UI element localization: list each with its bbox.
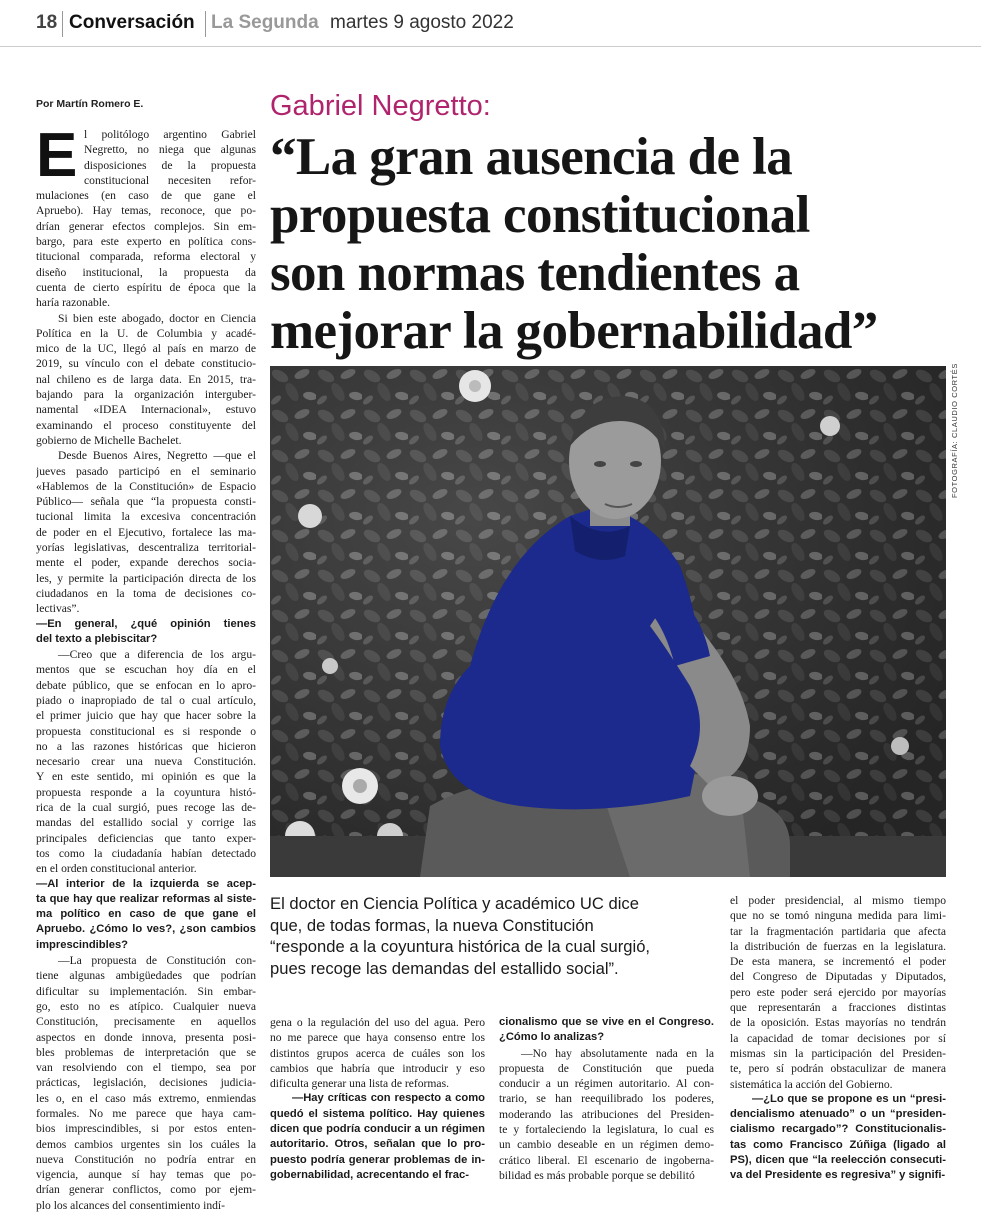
article-line: vigencia, aunque sí hay temas que po- (36, 1168, 256, 1182)
interviewee-kicker: Gabriel Negretto: (270, 90, 491, 122)
issue-date: martes 9 agosto 2022 (330, 12, 514, 33)
article-line: nueva Constitución no podría entrar en (36, 1152, 256, 1166)
article-line: dificulta generar una lista de reformas. (270, 1077, 449, 1091)
article-line: trario, se han reequilibrado los poderes, (499, 1092, 714, 1106)
article-line: no me parece que haya consenso entre los (270, 1031, 485, 1045)
article-line: ¿Cómo lo analizas? (499, 1031, 605, 1044)
headline (270, 128, 960, 360)
article-line: Política en la U. de Columbia y acadé- (36, 326, 256, 340)
article-line: el poder presidencial, al mismo tiempo (730, 894, 946, 907)
headline-line: mejorar la gobernabilidad” (270, 302, 878, 360)
article-line: gena o la regulación del uso del agua. Pero (270, 1016, 485, 1029)
caption-line: que, de todas formas, la nueva Constitución (270, 915, 594, 935)
article-line: Público— señala que “la propuesta consti- (36, 495, 256, 509)
article-line: cambios que habría que introducir y eso (270, 1061, 485, 1075)
article-line: necesario crear una nueva Constitución. (36, 755, 256, 769)
article-line: distintos grupos acerca de cuáles son los (270, 1046, 485, 1060)
article-line: mente el poder, expande derechos socia- (36, 556, 256, 570)
portrait-photo (270, 366, 946, 877)
article-line: autoritario. Otros, señalan que lo pro- (270, 1138, 485, 1151)
article-line: en el orden constitucional anterior. (36, 862, 197, 876)
article-line: un cambio deseable en un régimen demo- (499, 1138, 714, 1152)
article-line: diseño institucional, la propuesta da (36, 265, 256, 279)
article-line: plo los alcances del consentimiento indí- (36, 1198, 225, 1212)
section-name: Conversación (69, 12, 195, 33)
article-line: no a las razones históricas que hicieron (36, 739, 256, 753)
article-column-2 (270, 1015, 485, 1183)
article-line: drían generar conflictos, como por ejem- (36, 1183, 256, 1197)
article-column-1 (36, 121, 256, 1213)
caption-line: “responde a la coyuntura histórica de la cual surgió, (270, 937, 651, 956)
drop-cap: E (36, 121, 78, 190)
article-line: les, y permite la participación directa de los (36, 571, 256, 585)
article-line: De esta manera, se incrementó el poder (730, 955, 946, 969)
article-line: del texto a plebiscitar? (36, 632, 158, 645)
article-line: aspectos en donde innova, presenta posi- (36, 1030, 256, 1044)
article-line: bios imprescindibles, si por estos enten- (36, 1122, 256, 1136)
photo-caption (270, 893, 710, 979)
masthead-divider (205, 11, 206, 37)
photo-credit: FOTOGRAFÍA: CLAUDIO CORTÉS (950, 363, 959, 498)
article-line: debate público, que se enfocan en lo apro- (36, 678, 256, 692)
article-line: dicen que podría conducir a un régimen (270, 1123, 485, 1136)
article-line: gobernabilidad, acrecentando el frac- (270, 1168, 469, 1181)
article-line: moderando las atribuciones del Presiden- (499, 1107, 714, 1121)
article-line: dificultar su implementación. Sin embar- (36, 984, 256, 998)
article-line: l politólogo argentino Gabriel (84, 128, 256, 141)
masthead (0, 0, 981, 47)
article-line: —Al interior de la izquierda se acep- (36, 877, 256, 890)
article-line: ta que hay que realizar reformas al siste- (36, 892, 256, 905)
article-line: Si bien este abogado, doctor en Ciencia (58, 311, 256, 325)
article-line: el primer juicio que hay que hacer sobre la (36, 709, 256, 723)
article-line: te, pero sí podrán obstaculizar de manera (730, 1062, 946, 1076)
article-line: haría razonable. (36, 296, 111, 310)
article-line: ma político en caso de que gane el (36, 908, 256, 921)
article-line: nal chileno es de larga data. En 2015, tra- (36, 372, 256, 386)
article-line: jueves pasado participó en el seminario (36, 464, 256, 478)
article-line: que no se tomó ninguna medida para limi- (730, 909, 946, 923)
article-line: sistemática la acción del Gobierno. (730, 1077, 893, 1091)
article-line: PS), dicen que “la reelección consecuti- (730, 1154, 946, 1167)
article-line: Y en este sentido, mi opinión es que la (36, 770, 256, 784)
newspaper-name: La Segunda (211, 12, 319, 33)
article-line: dencialismo atenuado” o un “presiden- (730, 1108, 946, 1121)
article-line: rica de la cual surgió, pues recoge las de- (36, 801, 256, 815)
article-line: van resolviendo con el tiempo, sea por (36, 1061, 256, 1075)
headline-line: propuesta constitucional (270, 186, 810, 244)
article-line: disposiciones de la propuesta (84, 158, 256, 172)
article-line: crático liberal. El escenario de ingoberna- (499, 1153, 714, 1167)
article-line: demos cambios urgentes sin los cuáles la (36, 1137, 256, 1151)
article-line: mandas del estallido social y corrige las (36, 816, 256, 830)
article-line: pero este poder será ejercido por mayorías (730, 985, 946, 999)
article-line: drían generar efectos complejos. Sin em- (36, 219, 256, 233)
article-line: que representarán a fracciones distintas (730, 1001, 946, 1015)
byline: Por Martín Romero E. (36, 98, 144, 110)
article-line: de la oposición. Estas mayorías no tendrán (730, 1016, 946, 1030)
article-line: bilidad es más probable porque se debilitó (499, 1168, 695, 1182)
article-line: go, esto no es atípico. Cualquier nueva (36, 999, 256, 1013)
article-line: —En general, ¿qué opinión tienes (36, 617, 256, 630)
article-line: principales deficiencias que tanto exper- (36, 831, 256, 845)
article-line: gobierno de Michelle Bachelet. (36, 433, 182, 447)
article-line: —¿Lo que se propone es un “presi- (752, 1092, 946, 1105)
article-line: tiene algunas ambigüedades que podrían (36, 969, 256, 983)
article-line: puesto podría generar problemas de in- (270, 1153, 485, 1166)
article-line: va del Presidente es regresiva” y signifi- (730, 1169, 946, 1182)
caption-line: El doctor en Ciencia Política y académico UC dice (270, 894, 639, 913)
article-line: bargo, para este experto en política cons- (36, 235, 256, 249)
caption-line: pues recoge las demandas del estallido social”. (270, 958, 619, 978)
article-line: les o, en el caso más extremo, enmiendas (36, 1091, 256, 1105)
article-line: mico de la UC, llegó al país en marzo de (36, 342, 256, 356)
article-line: Negretto, no niega que algunas (84, 143, 256, 157)
article-line: bles problemas de interpretación que se (36, 1045, 256, 1059)
page-number: 18 (36, 12, 58, 33)
article-line: «Hablemos de la Constitución» de Espacio (36, 479, 256, 493)
article-line: prácticas, legislación, decisiones judicia- (36, 1076, 256, 1090)
article-line: Constitución, precisamente en aquellos (36, 1015, 256, 1029)
article-line: formales. No me parece que haya cam- (36, 1107, 256, 1120)
article-column-4 (730, 893, 946, 1184)
article-line: mentos que se escuchan hoy día en el (36, 663, 256, 677)
portrait-illustration (270, 366, 946, 877)
article-line: —Hay críticas con respecto a como (292, 1092, 485, 1105)
article-line: Desde Buenos Aires, Negretto —que el (58, 449, 256, 463)
article-line: lectivas”. (36, 602, 80, 616)
article-line: Apruebo. ¿Cómo lo ves?, ¿son cambios (36, 923, 256, 936)
article-line: cionalismo que se vive en el Congreso. (499, 1016, 714, 1028)
article-line: titucional comparada, reforma electoral y (36, 250, 256, 264)
article-line: propuesta de Constitución que pueda (499, 1061, 714, 1075)
article-column-3 (499, 1015, 714, 1183)
article-line: cuenta de cierto espíritu de época que la (36, 280, 256, 294)
article-line: —La propuesta de Constitución con- (58, 954, 256, 968)
article-line: la capacidad de tomar decisiones por sí (730, 1031, 946, 1045)
article-line: conducir a un régimen autoritario. Al con- (499, 1077, 714, 1091)
article-line: mismas sin la participación del Presiden- (730, 1046, 946, 1060)
article-line: bajando para la organización interguber- (36, 388, 256, 402)
article-line: —Creo que a diferencia de los argu- (58, 648, 256, 662)
article-line: Apruebo). Hay temas, reconoce, que po- (36, 204, 256, 218)
article-line: tucional limita la excesiva concentración (36, 510, 256, 524)
article-line: ciudadanos en la toma de decisiones co- (36, 586, 256, 600)
article-line: de poder en el Ejecutivo, fortalece las ma- (36, 525, 256, 539)
article-line: te y fortaleciendo la legislatura, lo cual es (499, 1123, 714, 1137)
article-line: piado o inapropiado de tal o cual artículo, (36, 693, 256, 707)
headline-line: “La gran ausencia de la (270, 128, 793, 186)
masthead-divider (62, 11, 63, 37)
article-line: examinando el proceso constituyente del (36, 418, 256, 432)
article-line: —No hay absolutamente nada en la (521, 1046, 714, 1060)
article-line: tar la fragmentación partidaria que afecta (730, 924, 946, 938)
article-line: cialismo recargado”? Constitucionalis- (730, 1123, 946, 1136)
article-line: tos como la ciudadanía habían detectado (36, 846, 256, 860)
article-line: tas como Francisco Zúñiga (ligado al (730, 1138, 946, 1151)
article-line: 2019, su vínculo con el debate constitucio- (36, 357, 256, 371)
headline-line: son normas tendientes a (270, 244, 800, 302)
article-line: del Congreso de Diputadas y Diputados, (730, 970, 946, 984)
article-line: quedó el sistema político. Hay quienes (270, 1107, 485, 1120)
article-line: la distribución de fuerzas en la legislatura. (730, 939, 946, 953)
article-line: propuesta constitucional es si responde o (36, 724, 256, 738)
article-line: namental «IDEA Internacional», estuvo (36, 403, 256, 417)
article-line: mulaciones (en caso de que gane el (36, 189, 256, 203)
article-line: propuesta responde a la coyuntura histó- (36, 785, 256, 799)
article-line: yorías legislativas, descentraliza territorial- (36, 541, 256, 555)
article-line: imprescindibles? (36, 938, 129, 951)
article-line: constitucional necesiten refor- (84, 173, 256, 187)
